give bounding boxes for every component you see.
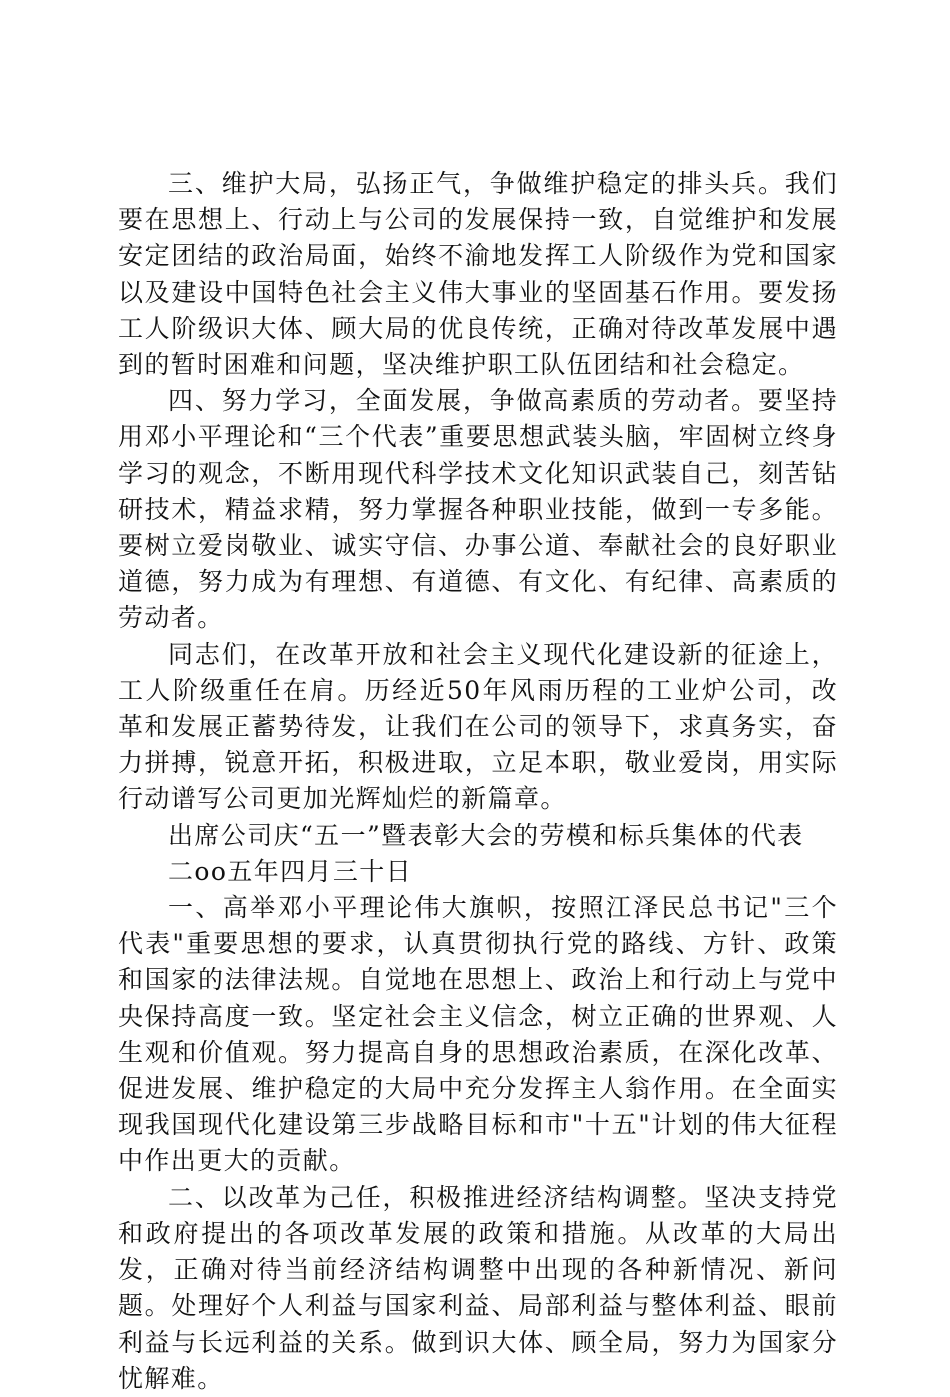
document-body	[118, 166, 838, 1397]
paragraph-hold-high-banner: 一、高举邓小平理论伟大旗帜，按照江泽民总书记"三个代表"重要思想的要求，认真贯彻执行党的路线、方针、政策和国家的法律法规。自觉地在思想上、政治上和行动上与党中央保持高度一致。坚定社会主义信念，树立正确的世界观、人生观和价值观。努力提高自身的思想政治素质，在深化改革、促进发展、维护稳定的大局中充分发挥主人翁作用。在全面实现我国现代化建设第三步战略目标和市"十五"计划的伟大征程中作出更大的贡献。	[118, 893, 838, 1176]
paragraph-study-development: 四、努力学习，全面发展，争做高素质的劳动者。要坚持用邓小平理论和“三个代表”重要思想武装头脑，牢固树立终身学习的观念，不断用现代科学技术文化知识武装自己，刻苦钻研技术，精益求精，努力掌握各种职业技能，做到一专多能。要树立爱岗敬业、诚实守信、办事公道、奉献社会的良好职业道德，努力成为有理想、有道德、有文化、有纪律、高素质的劳动者。	[118, 386, 838, 633]
signature-attendees: 出席公司庆“五一”暨表彰大会的劳模和标兵集体的代表	[168, 820, 804, 850]
paragraph-reform-duty: 二、以改革为己任，积极推进经济结构调整。坚决支持党和政府提出的各项改革发展的政策和措施。从改革的大局出发，正确对待当前经济结构调整中出现的各种新情况、新问题。处理好个人利益与国家利益、局部利益与整体利益、眼前利益与长远利益的关系。做到识大体、顾全局，努力为国家分忧解难。	[118, 1182, 838, 1393]
signature-date: 二oo五年四月三十日	[168, 856, 413, 886]
paragraph-maintain-stability: 三、维护大局，弘扬正气，争做维护稳定的排头兵。我们要在思想上、行动上与公司的发展保持一致，自觉维护和发展安定团结的政治局面，始终不渝地发挥工人阶级作为党和国家以及建设中国特色社会主义伟大事业的坚固基石作用。要发扬工人阶级识大体、顾大局的优良传统，正确对待改革发展中遇到的暂时困难和问题，坚决维护职工队伍团结和社会稳定。	[118, 169, 838, 380]
paragraph-comrades: 同志们，在改革开放和社会主义现代化建设新的征途上，工人阶级重任在肩。历经近50年风雨历程的工业炉公司，改革和发展正蓄势待发，让我们在公司的领导下，求真务实，奋力拼搏，锐意开拓，积极进取，立足本职，敬业爱岗，用实际行动谱写公司更加光辉灿烂的新篇章。	[118, 639, 838, 814]
